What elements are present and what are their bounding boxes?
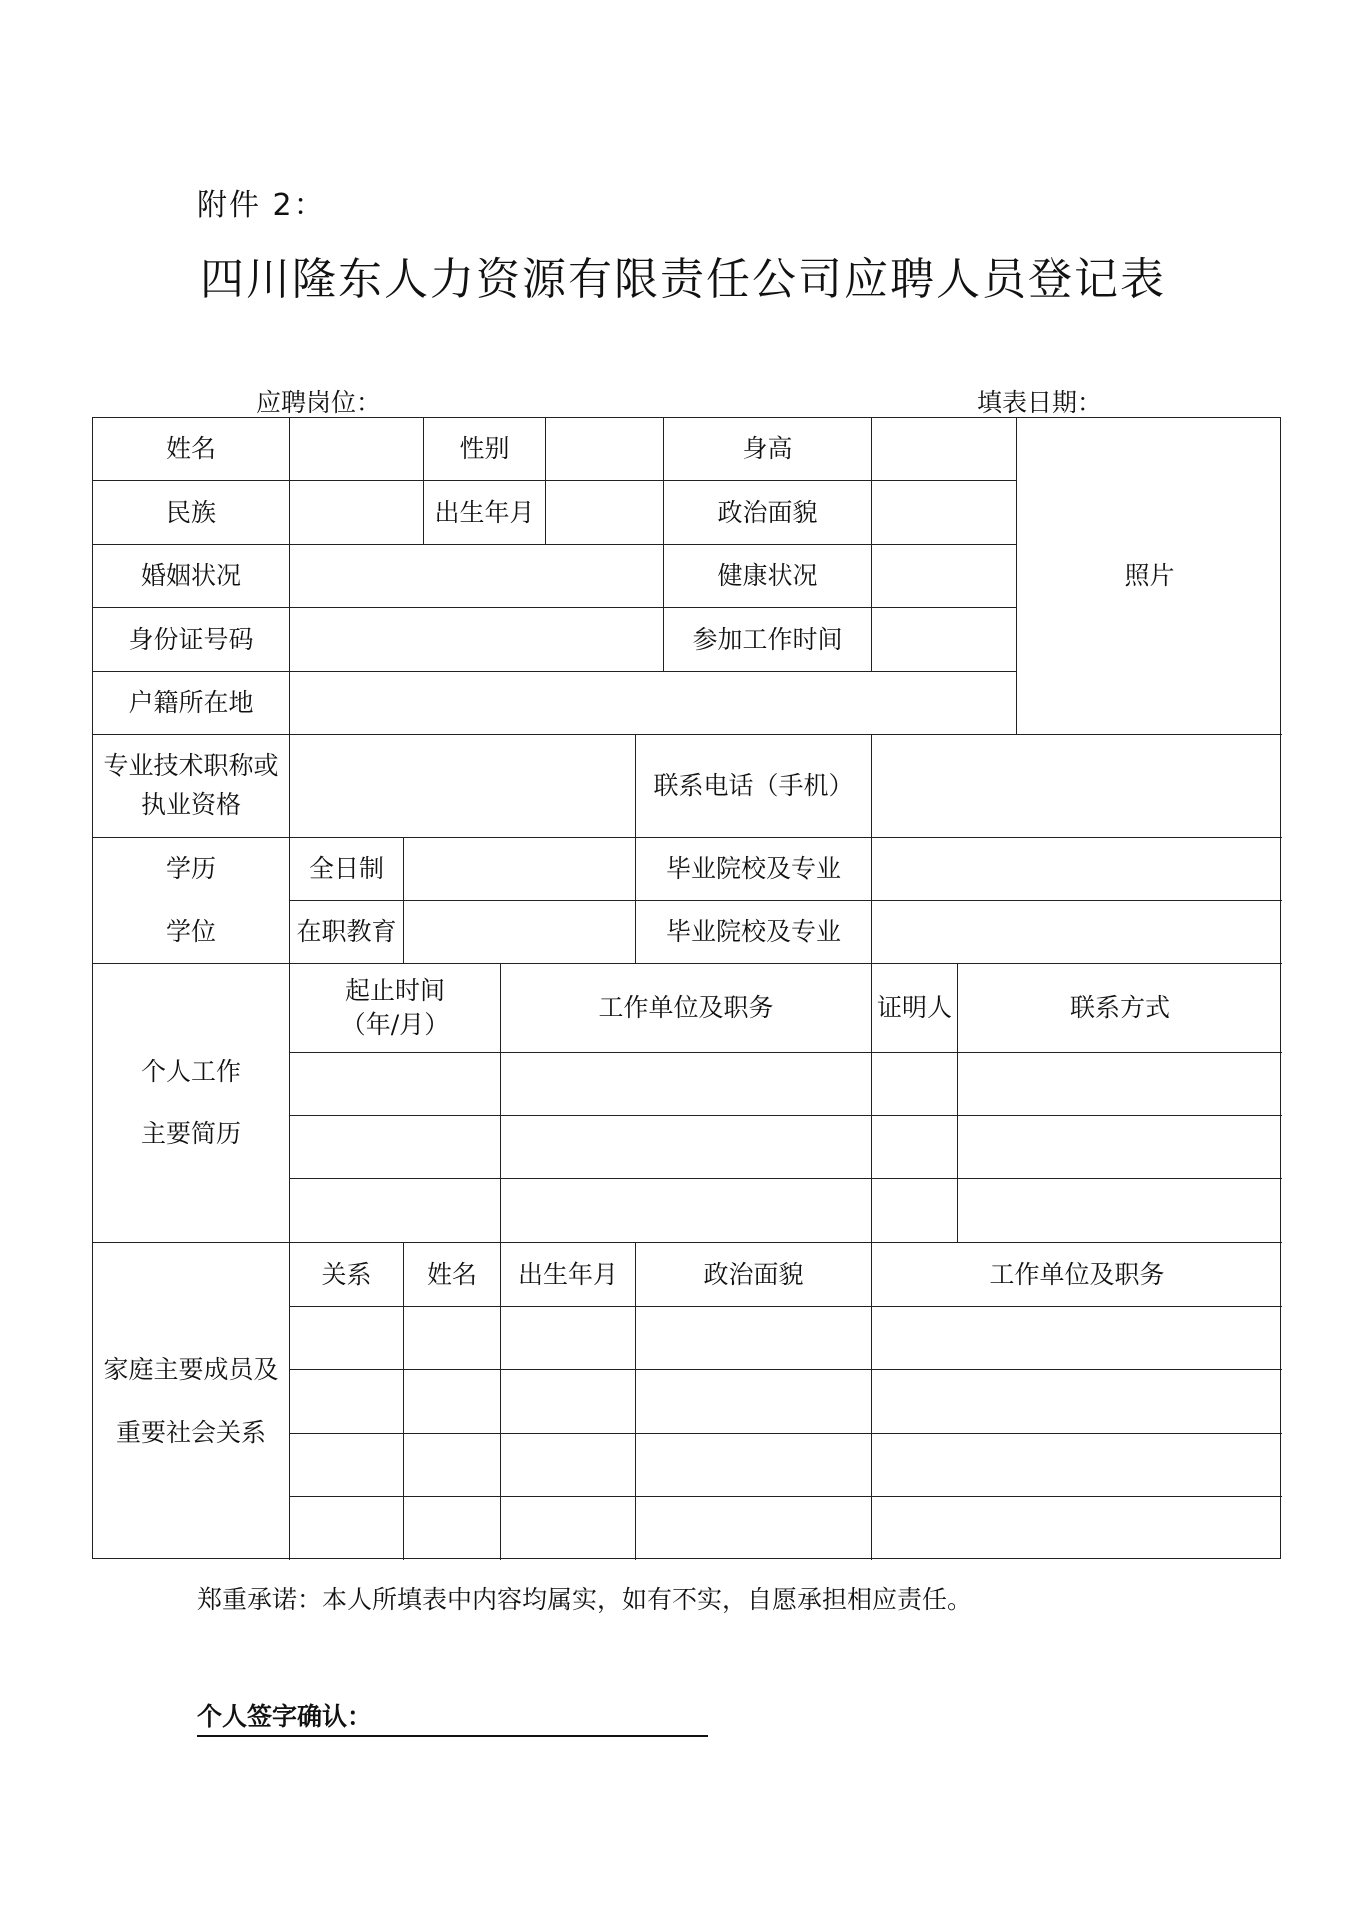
title-qualification-field[interactable] (290, 735, 636, 838)
commitment-statement: 郑重承诺：本人所填表中内容均属实，如有不实，自愿承担相应责任。 (197, 1585, 973, 1614)
contact-header: 联系方式 (958, 964, 1282, 1053)
title-qualification-label (93, 735, 290, 838)
work-start-label: 参加工作时间 (664, 608, 872, 672)
signature-line[interactable] (197, 1697, 708, 1737)
resume-witness-cell[interactable] (872, 1179, 958, 1243)
id-number-label: 身份证号码 (93, 608, 290, 672)
name-label: 姓名 (93, 418, 290, 481)
resume-line-2: 主要简历 (140, 1119, 241, 1148)
ethnicity-label: 民族 (93, 481, 290, 545)
family-line-1: 家庭主要成员及 (103, 1355, 279, 1384)
family-label (93, 1243, 290, 1560)
family-political-cell[interactable] (636, 1307, 872, 1370)
family-employer-cell[interactable] (872, 1497, 1282, 1560)
family-relation-cell[interactable] (290, 1370, 404, 1434)
family-birth-cell[interactable] (501, 1434, 636, 1497)
gender-label: 性别 (424, 418, 546, 481)
health-field[interactable] (872, 545, 1017, 608)
phone-label: 联系电话（手机） (636, 735, 872, 838)
family-birth-header: 出生年月 (501, 1243, 636, 1307)
phone-field[interactable] (872, 735, 1282, 838)
resume-period-cell[interactable] (290, 1053, 501, 1116)
attachment-label: 附件 2： (197, 188, 326, 223)
resume-label (93, 964, 290, 1243)
resume-witness-cell[interactable] (872, 1053, 958, 1116)
inservice-label: 在职教育 (290, 901, 404, 964)
period-header-line-1: 起止时间 (344, 976, 445, 1006)
photo-cell[interactable] (1017, 418, 1282, 735)
height-label: 身高 (664, 418, 872, 481)
family-employer-cell[interactable] (872, 1434, 1282, 1497)
marital-field[interactable] (290, 545, 664, 608)
resume-employer-cell[interactable] (501, 1116, 872, 1179)
marital-label: 婚姻状况 (93, 545, 290, 608)
education-line-2: 学位 (165, 916, 216, 946)
title-qualification-line-1: 专业技术职称或 (103, 751, 279, 781)
resume-employer-cell[interactable] (501, 1179, 872, 1243)
birth-field[interactable] (546, 481, 664, 545)
relation-header: 关系 (290, 1243, 404, 1307)
grad-school-label-1: 毕业院校及专业 (636, 838, 872, 901)
resume-contact-cell[interactable] (958, 1053, 1282, 1116)
signature-label: 个人签字确认： (197, 1702, 373, 1731)
resume-employer-cell[interactable] (501, 1053, 872, 1116)
family-employer-cell[interactable] (872, 1307, 1282, 1370)
date-label: 填表日期： (977, 388, 1103, 417)
inservice-field[interactable] (404, 901, 636, 964)
resume-line-1: 个人工作 (140, 1056, 241, 1086)
family-employer-cell[interactable] (872, 1370, 1282, 1434)
family-relation-cell[interactable] (290, 1434, 404, 1497)
height-field[interactable] (872, 418, 1017, 481)
family-relation-cell[interactable] (290, 1497, 404, 1560)
family-political-cell[interactable] (636, 1434, 872, 1497)
family-name-cell[interactable] (404, 1434, 501, 1497)
family-birth-cell[interactable] (501, 1497, 636, 1560)
period-header (290, 964, 501, 1053)
family-relation-cell[interactable] (290, 1307, 404, 1370)
title-qualification-line-2: 执业资格 (140, 790, 241, 819)
period-header-line-2: （年/月） (340, 1010, 450, 1039)
position-label: 应聘岗位： (256, 388, 382, 417)
grad-school-field-2[interactable] (872, 901, 1282, 964)
employer-header: 工作单位及职务 (501, 964, 872, 1053)
fulltime-field[interactable] (404, 838, 636, 901)
resume-contact-cell[interactable] (958, 1179, 1282, 1243)
form-title: 四川隆东人力资源有限责任公司应聘人员登记表 (200, 254, 1166, 305)
family-birth-cell[interactable] (501, 1307, 636, 1370)
grad-school-label-2: 毕业院校及专业 (636, 901, 872, 964)
family-political-cell[interactable] (636, 1370, 872, 1434)
family-birth-cell[interactable] (501, 1370, 636, 1434)
family-name-header: 姓名 (404, 1243, 501, 1307)
political-field[interactable] (872, 481, 1017, 545)
id-number-field[interactable] (290, 608, 664, 672)
resume-period-cell[interactable] (290, 1116, 501, 1179)
fulltime-label: 全日制 (290, 838, 404, 901)
grad-school-field-1[interactable] (872, 838, 1282, 901)
family-employer-header: 工作单位及职务 (872, 1243, 1282, 1307)
resume-contact-cell[interactable] (958, 1116, 1282, 1179)
education-label (93, 838, 290, 964)
resume-period-cell[interactable] (290, 1179, 501, 1243)
political-label: 政治面貌 (664, 481, 872, 545)
resume-witness-cell[interactable] (872, 1116, 958, 1179)
family-line-2: 重要社会关系 (115, 1417, 266, 1447)
family-political-cell[interactable] (636, 1497, 872, 1560)
health-label: 健康状况 (664, 545, 872, 608)
birth-label: 出生年月 (424, 481, 546, 545)
ethnicity-field[interactable] (290, 481, 424, 545)
witness-header: 证明人 (872, 964, 958, 1053)
work-start-field[interactable] (872, 608, 1017, 672)
family-name-cell[interactable] (404, 1370, 501, 1434)
household-field[interactable] (290, 672, 1017, 735)
education-line-1: 学历 (165, 854, 216, 883)
photo-label: 照片 (1124, 561, 1175, 591)
registration-table (92, 417, 1281, 1559)
family-name-cell[interactable] (404, 1497, 501, 1560)
household-label: 户籍所在地 (93, 672, 290, 735)
gender-field[interactable] (546, 418, 664, 481)
family-name-cell[interactable] (404, 1307, 501, 1370)
family-political-header: 政治面貌 (636, 1243, 872, 1307)
name-field[interactable] (290, 418, 424, 481)
